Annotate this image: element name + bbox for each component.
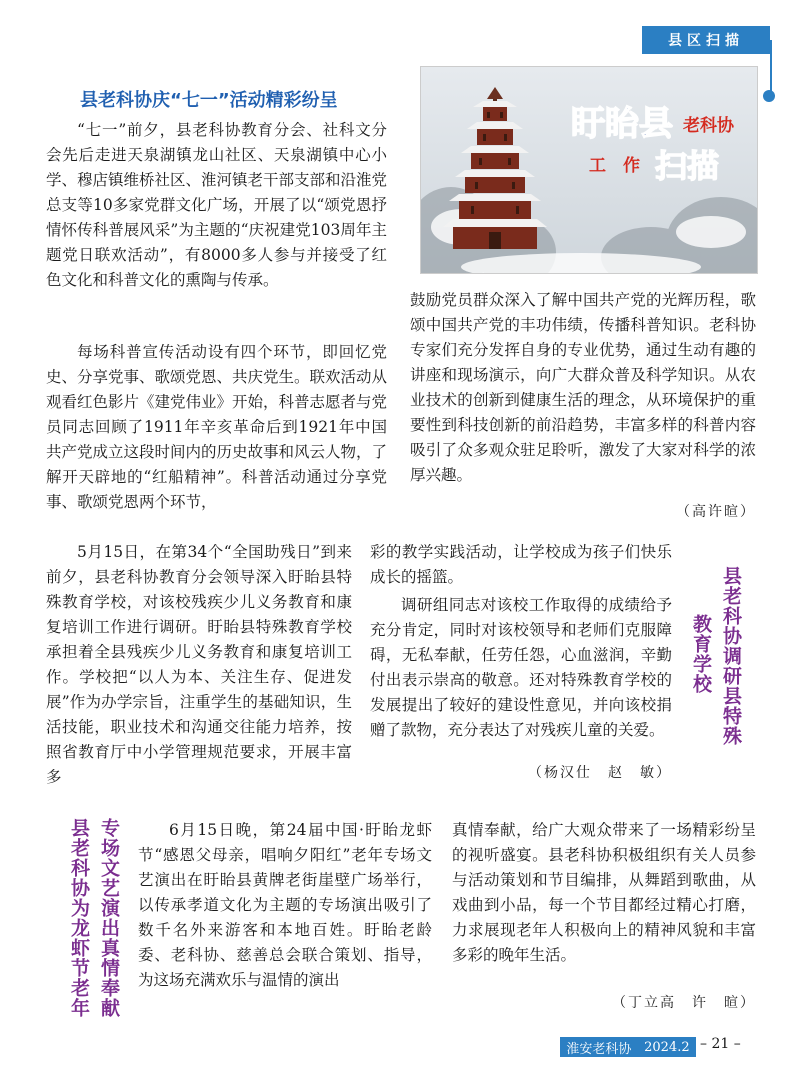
article-1-paragraph-2-continued: 鼓励党员群众深入了解中国共产党的光辉历程，歌颂中国共产党的丰功伟绩，传播科普知识。老科协专家们充分发挥自身的专业优势，通过生动有趣的讲座和现场演示，向广大群众普及科学知识。从农业技术的创新到健康生活的理念，从环境保护的重要性到科技创新的前沿趋势，丰富多样的科普内容吸引了众多观众驻足聆听，激发了大家对科学的浓厚兴趣。 — [410, 291, 756, 484]
hero-text-2-big: 扫描 — [655, 147, 720, 185]
article-2-signature: （杨汉仕 赵 敏） — [528, 765, 672, 781]
article-2-title-column-2: 教育学校 — [690, 614, 712, 694]
section-tab: 县区扫描 — [642, 26, 770, 54]
hero-text-1-small: 老科协 — [683, 116, 734, 136]
hero-text-1-big: 盱眙县 — [571, 104, 673, 144]
article-2-paragraph-1-continued: 彩的教学实践活动，让学校成为孩子们快乐成长的摇篮。 — [370, 543, 672, 586]
page-number: – 21 – — [700, 1036, 741, 1052]
article-2-paragraph-2: 调研组同志对该校工作取得的成绩给予充分肯定，同时对该校领导和老师们克服障碍，无私奉献，任劳任怨，心血滋润，辛勤付出表示崇高的敬意。还对特殊教育学校的发展提出了较好的建设性意见，并向该校捐赠了款物，充分表达了对残疾儿童的关爱。 — [370, 596, 672, 739]
footer-magazine-name: 淮安老科协 — [566, 1041, 632, 1057]
section-tab-line — [770, 40, 772, 96]
article-3-signature: （丁立高 许 暄） — [612, 995, 756, 1011]
hero-banner — [420, 66, 758, 274]
hero-text-2-small: 工 作 — [589, 156, 640, 176]
footer-issue: 2024.2 — [644, 1039, 690, 1055]
article-3-paragraph-1-continued: 真情奉献，给广大观众带来了一场精彩纷呈的视听盛宴。县老科协积极组织有关人员参与活动策划和节目编排，从舞蹈到歌曲，从戏曲到小品，每一个节目都经过精心打磨，力求展现老年人积极向上的精神风貌和丰富多彩的晚年生活。 — [452, 821, 756, 964]
pagoda-snow-illustration — [421, 67, 757, 273]
footer-magazine-box — [560, 1037, 696, 1057]
article-1-title: 县老科协庆“七一”活动精彩纷呈 — [80, 90, 338, 111]
article-3-title-column-1: 县老科协为龙虾节老年 — [68, 818, 90, 1018]
article-3-paragraph-1: 6月15日晚，第24届中国·盱眙龙虾节“感恩父母亲，唱响夕阳红”老年专场文艺演出在盱眙县黄牌老街崖壁广场举行，以传承孝道文化为主题的专场演出吸引了数千名外来游客和本地百姓。盱眙老龄委、老科协、慈善总会联合策划、指导，为这场充满欢乐与温情的演出 — [138, 821, 432, 989]
article-2-paragraph-1: 5月15日，在第34个“全国助残日”到来前夕，县老科协教育分会领导深入盱眙县特殊教育学校，对该校残疾少儿义务教育和康复培训工作进行调研。盱眙县特殊教育学校承担着全县残疾少儿义务教育和康复培训工作。学校把“以人为本、关注生存、促进发展”作为办学宗旨，注重学生的基础知识，生活技能，职业技术和沟通交往能力培养，按照省教育厅中小学管理规范要求，开展丰富多 — [46, 543, 352, 786]
section-tab-dot — [763, 90, 775, 102]
article-2-title-column-1: 县老科协调研县特殊 — [720, 566, 742, 746]
article-3-title-column-2: 专场文艺演出真情奉献 — [98, 818, 120, 1018]
article-1-paragraph-1: “七一”前夕，县老科协教育分会、社科文分会先后走进天泉湖镇龙山社区、天泉湖镇中心小学、穆店镇维桥社区、淮河镇老干部支部和沿淮党总支等10多家党群文化广场，开展了以“颂党恩抒情怀传科普展风采”为主题的“庆祝建党103周年主题党日联欢活动”，有8000多人参与并接受了红色文化和科普文化的熏陶与传承。 — [46, 121, 388, 289]
article-1-paragraph-2: 每场科普宣传活动设有四个环节，即回忆党史、分享党事、歌颂党恩、共庆党生。联欢活动从观看红色影片《建党伟业》开始，科普志愿者与党员同志回顾了1911年辛亥革命后到1921年中国共产党成立这段时间内的历史故事和风云人物，了解开天辟地的“红船精神”。科普活动通过分享党事、歌颂党恩两个环节， — [46, 343, 388, 511]
article-1-signature: （高许暄） — [676, 504, 756, 520]
